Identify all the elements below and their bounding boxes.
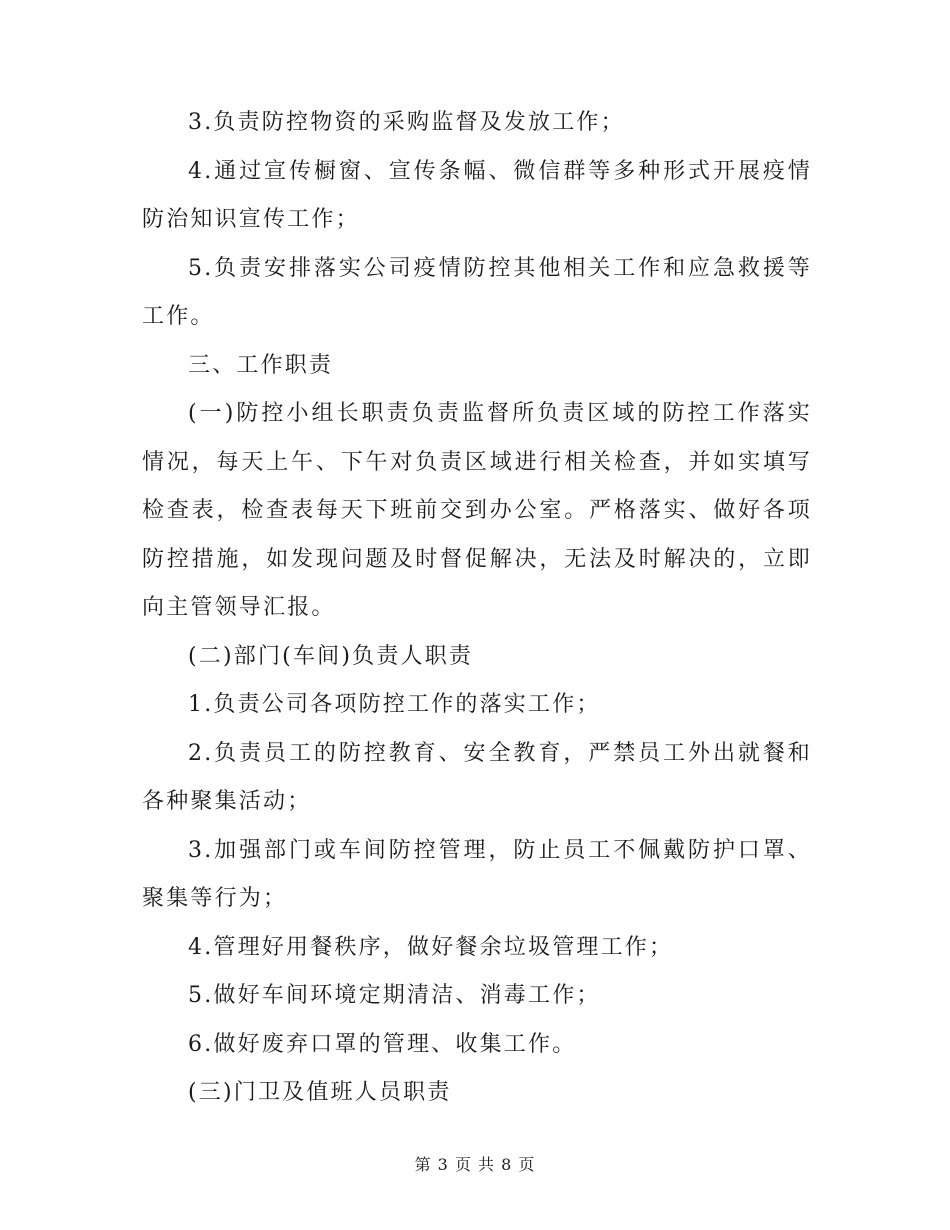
paragraph-dept-item-4: 4.管理好用餐秩序，做好餐余垃圾管理工作； xyxy=(188,934,674,960)
section-heading-duties: 三、工作职责 xyxy=(188,352,334,378)
paragraph-dept-item-2: 2.负责员工的防控教育、安全教育，严禁员工外出就餐和各种聚集活动； xyxy=(142,740,812,814)
paragraph-item-5: 5.负责安排落实公司疫情防控其他相关工作和应急救援等工作。 xyxy=(142,255,812,329)
subheading-guard-duties: (三)门卫及值班人员职责 xyxy=(188,1080,452,1105)
paragraph-dept-item-1: 1.负责公司各项防控工作的落实工作； xyxy=(188,692,601,717)
paragraph-team-leader-duties: (一)防控小组长职责负责监督所负责区域的防控工作落实情况，每天上午、下午对负责区域进行相关检查，并如实填写检查表，检查表每天下班前交到办公室。严格落实、做好各项防控措施，如发现问题及时督促解决，无法及时解决的，立即向主管领导汇报。 xyxy=(142,401,812,620)
paragraph-dept-item-6: 6.做好废弃口罩的管理、收集工作。 xyxy=(188,1031,577,1057)
paragraph-item-4: 4.通过宣传橱窗、宣传条幅、微信群等多种形式开展疫情防治知识宣传工作； xyxy=(142,158,812,232)
document-body xyxy=(142,99,812,1118)
paragraph-dept-item-5: 5.做好车间环境定期清洁、消毒工作； xyxy=(188,983,601,1008)
paragraph-dept-item-3: 3.加强部门或车间防控管理，防止员工不佩戴防护口罩、聚集等行为； xyxy=(142,837,812,911)
subheading-department-head-duties: (二)部门(车间)负责人职责 xyxy=(188,643,474,669)
page-number-footer: 第 3 页 共 8 页 xyxy=(414,1155,536,1174)
paragraph-item-3: 3.负责防控物资的采购监督及发放工作； xyxy=(188,110,625,135)
